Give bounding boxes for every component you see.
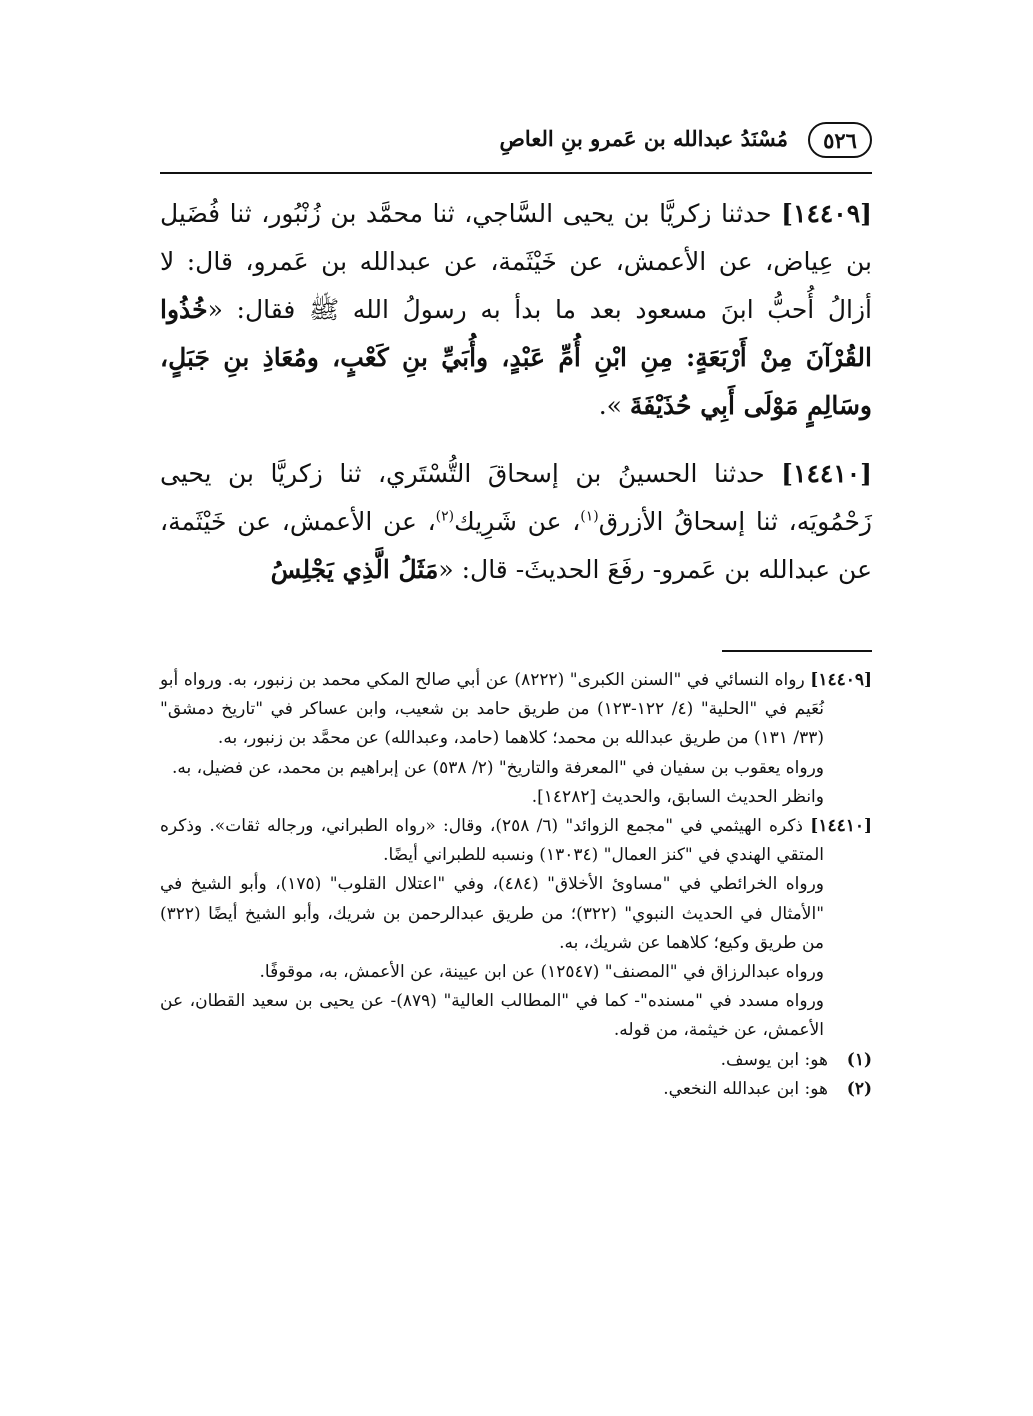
note-14409 xyxy=(160,666,872,812)
hadith-number: [١٤٤١٠] xyxy=(781,459,872,488)
running-title: مُسْنَدُ عبدالله بن عَمرو بنِ العاصِ xyxy=(499,126,788,151)
hadith-chain: حدثنا الحسينُ بن إسحاقَ التُّسْتَري، ثنا زكريَّا بن يحيى زَحْمُويَه، ثنا إسحاقُ الأزرق xyxy=(160,459,872,536)
header-divider xyxy=(160,172,872,174)
main-text xyxy=(160,190,872,594)
note-text: رواه النسائي في "السنن الكبرى" (٨٢٢٢) عن أبي صالح المكي محمد بن زنبور، به. ورواه أبو نُعَيم في "الحلية" (٤/ ١٢٢-١٢٣) من طريق حامد بن شعيب، وابن عساكر في "تاريخ دمشق" (٣٣/ ١٣١) من طريق عبدالله بن محمد؛ كلاهما (حامد، وعبدالله) عن محمَّد بن زنبور، به. xyxy=(160,670,825,749)
hadith-chain: حدثنا زكريَّا بن يحيى السَّاجي، ثنا محمَّد بن زُنْبُور، ثنا فُضَيل بن عِياض، عن الأعمش، عن خَيْثَمة، عن عبدالله بن عَمرو، قال: لا أزالُ أُحبُّ ابنَ مسعود بعد ما بدأ به رسولُ الله ﷺ فقال: « xyxy=(160,199,872,324)
note-paragraph: ورواه الخرائطي في "مساوئ الأخلاق" (٤٨٤)، وفي "اعتلال القلوب" (١٧٥)، وأبو الشيخ في "الأمثال في الحديث النبوي" (٣٢٢)؛ من طريق عبدالرحمن بن شريك، وأبو الشيخ أيضًا (٣٢٢) من طريق وكيع؛ كلاهما عن شريك، به. xyxy=(160,874,825,953)
hadith-quote: خُذُوا القُرْآنَ مِنْ أَرْبَعَةٍ: مِنِ ابْنِ أُمِّ عَبْدٍ، وأُبَيِّ بنِ كَعْبٍ، ومُعَاذِ بنِ جَبَلٍ، وسَالِمٍ مَوْلَى أَبِي حُذَيْفَةَ xyxy=(160,295,872,420)
footnote-ref-1[interactable]: (١) xyxy=(580,508,599,525)
footnote-number: (١) xyxy=(846,1049,872,1070)
hadith-quote: مَثَلُ الَّذِي يَجْلِسُ xyxy=(270,555,439,584)
footnotes xyxy=(160,666,872,1104)
note-paragraph: ورواه عبدالرزاق في "المصنف" (١٢٥٤٧) عن ابن عيينة، عن الأعمش، به، موقوفًا. xyxy=(259,962,824,983)
note-ref: [١٤٤١٠] xyxy=(810,816,873,837)
footnote-text: هو: ابن عبدالله النخعي. xyxy=(663,1078,828,1099)
note-paragraph xyxy=(160,666,872,754)
footnote-number: (٢) xyxy=(846,1078,872,1099)
hadith-number: [١٤٤٠٩] xyxy=(781,199,872,228)
footnote-ref-2[interactable]: (٢) xyxy=(435,508,455,525)
note-paragraph: وانظر الحديث السابق، والحديث [١٤٢٨٢]. xyxy=(531,786,824,807)
hadith-chain-3: ، عن الأعمش، عن خَيْثَمة، عن عبدالله بن عَمرو- رفَعَ الحديثَ- قال: « xyxy=(160,507,872,584)
footnote-divider xyxy=(722,650,872,652)
page-number: ٥٢٦ xyxy=(808,122,872,158)
footnote-2 xyxy=(160,1075,872,1104)
note-paragraph xyxy=(160,812,872,870)
note-ref: [١٤٤٠٩] xyxy=(810,670,873,690)
hadith-end: ». xyxy=(598,391,622,420)
footnote-text: هو: ابن يوسف. xyxy=(720,1049,828,1070)
note-paragraph: ورواه يعقوب بن سفيان في "المعرفة والتاريخ" (٢/ ٥٣٨) عن إبراهيم بن محمد، عن فضيل، به. xyxy=(171,757,824,778)
footnote-1 xyxy=(160,1046,872,1075)
note-text: ذكره الهيثمي في "مجمع الزوائد" (٦/ ٢٥٨)، وقال: «رواه الطبراني، ورجاله ثقات». وذكره المتقي الهندي في "كنز العمال" (١٣٠٣٤) ونسبه للطبراني أيضًا. xyxy=(160,816,824,866)
hadith-14410 xyxy=(160,450,872,594)
running-header xyxy=(160,122,872,162)
hadith-chain-2: ، عن شَرِيك xyxy=(454,507,581,536)
hadith-14409 xyxy=(160,190,872,430)
note-paragraph: ورواه مسدد في "مسنده"- كما في "المطالب العالية" (٨٧٩)- عن يحيى بن سعيد القطان، عن الأعمش، عن خيثمة، من قوله. xyxy=(160,991,824,1041)
note-14410 xyxy=(160,812,872,1046)
